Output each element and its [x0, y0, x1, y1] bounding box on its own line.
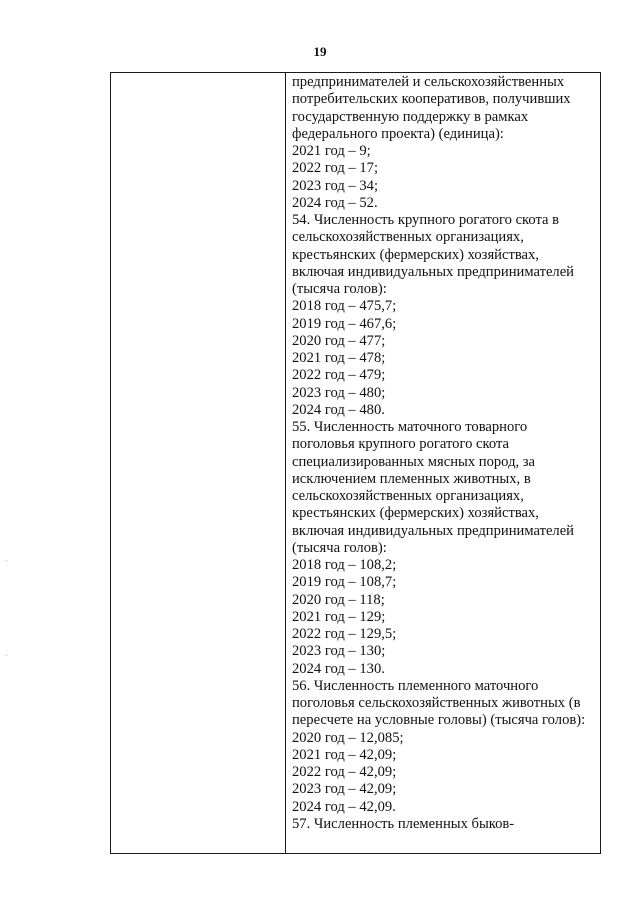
- table-text-line: 2020 год – 118;: [292, 591, 385, 608]
- table-text-line: 2021 год – 9;: [292, 143, 371, 159]
- table-text-line: крестьянских (фермерских) хозяйствах,: [292, 246, 539, 263]
- table-text-line: 54. Численность крупного рогатого скота в: [292, 212, 560, 228]
- table-text-line: (тысяча голов):: [292, 539, 387, 556]
- table-text-line: потребительских кооперативов, получивших: [292, 91, 571, 108]
- table-text-line: сельскохозяйственных организациях,: [292, 488, 524, 504]
- table-text-line: государственную поддержку в рамках: [292, 108, 529, 125]
- table-text-line: 2021 год – 42,09;: [292, 746, 397, 763]
- table-text-line: 2024 год – 130.: [292, 660, 385, 677]
- table-text-line: 2023 год – 130;: [292, 643, 386, 660]
- table-text-line: сельскохозяйственных организациях,: [292, 229, 524, 246]
- table-text-line: 2024 год – 480.: [292, 401, 385, 418]
- table-text-line: предпринимателей и сельскохозяйственных: [292, 74, 565, 90]
- table-text-line: 2019 год – 467,6;: [292, 315, 397, 332]
- table-text-line: 2022 год – 479;: [292, 367, 386, 384]
- table-text-line: 2024 год – 42,09.: [292, 798, 396, 815]
- table-text-line: поголовья крупного рогатого скота: [292, 436, 509, 453]
- table-text-line: 2020 год – 12,085;: [292, 729, 404, 746]
- table-text-line: крестьянских (фермерских) хозяйствах,: [292, 505, 539, 522]
- page-number: 19: [313, 44, 327, 59]
- scan-speck: [6, 655, 7, 656]
- table-text-line: 2023 год – 34;: [292, 177, 379, 194]
- table-text-line: поголовья сельскохозяйственных животных (в: [292, 695, 581, 711]
- table-text-line: 2018 год – 475,7;: [292, 298, 397, 315]
- table-text-line: исключением племенных животных, в: [292, 470, 531, 487]
- table-text-line: 55. Численность маточного товарного: [292, 419, 528, 435]
- table-text-line: 2024 год – 52.: [292, 194, 378, 211]
- table-text-line: (тысяча голов):: [292, 281, 387, 297]
- table-text-line: федерального проекта) (единица):: [292, 125, 504, 142]
- table-text-line: включая индивидуальных предпринимателей: [292, 522, 574, 539]
- table-text-line: 57. Численность племенных быков-: [292, 815, 515, 832]
- table-text-line: 2021 год – 129;: [292, 608, 386, 625]
- table-right-column: [286, 73, 600, 853]
- table-text-line: 2022 год – 129,5;: [292, 626, 397, 642]
- table-text-line: 2021 год – 478;: [292, 350, 386, 366]
- table-left-column: [111, 73, 286, 853]
- content-table: [110, 72, 601, 854]
- scan-speck: [6, 560, 7, 561]
- table-text-line: 2023 год – 480;: [292, 384, 386, 401]
- table-text-line: 56. Численность племенного маточного: [292, 677, 539, 694]
- table-text-line: включая индивидуальных предпринимателей: [292, 263, 574, 280]
- table-text-line: специализированных мясных пород, за: [292, 453, 536, 470]
- table-text-line: пересчете на условные головы) (тысяча голов):: [292, 712, 586, 729]
- table-text-line: 2022 год – 17;: [292, 160, 379, 177]
- table-text-line: 2019 год – 108,7;: [292, 574, 397, 591]
- table-text-line: 2022 год – 42,09;: [292, 764, 397, 780]
- table-text-line: 2018 год – 108,2;: [292, 557, 397, 573]
- table-text-line: 2023 год – 42,09;: [292, 781, 397, 798]
- table-text-line: 2020 год – 477;: [292, 332, 386, 349]
